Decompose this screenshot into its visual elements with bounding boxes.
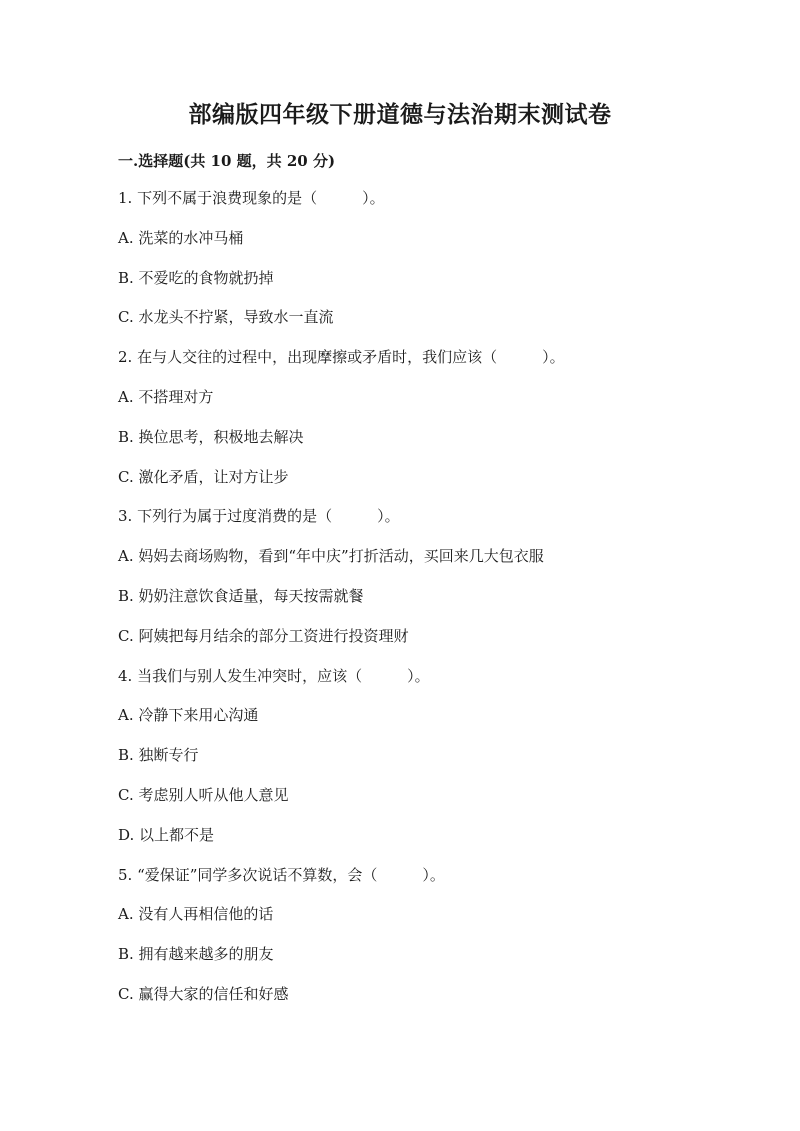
question-1-option-b: B. 不爱吃的食物就扔掉 (118, 268, 274, 287)
question-1-option-a: A. 洗菜的水冲马桶 (118, 228, 244, 247)
question-2-stem: 2. 在与人交往的过程中，出现摩擦或矛盾时，我们应该（ ）。 (118, 348, 565, 367)
question-4-option-a: A. 冷静下来用心沟通 (118, 706, 259, 725)
page-title: 部编版四年级下册道德与法治期末测试卷 (188, 101, 612, 128)
question-2-option-a: A. 不搭理对方 (118, 387, 214, 406)
question-5-option-b: B. 拥有越来越多的朋友 (118, 945, 274, 964)
question-3-stem: 3. 下列行为属于过度消费的是（ ）。 (118, 507, 400, 526)
question-4-option-b: B. 独断专行 (118, 746, 199, 765)
question-4-stem: 4. 当我们与别人发生冲突时，应该（ ）。 (118, 666, 430, 685)
question-5-stem: 5. “爱保证”同学多次说话不算数，会（ ）。 (118, 865, 445, 884)
question-list (118, 183, 718, 1019)
question-3-option-a: A. 妈妈去商场购物，看到“年中庆”打折活动，买回来几大包衣服 (118, 547, 544, 566)
question-5-option-c: C. 赢得大家的信任和好感 (118, 984, 289, 1003)
section-heading: 一.选择题(共 10 题，共 20 分) (118, 152, 336, 170)
question-1-stem: 1. 下列不属于浪费现象的是（ ）。 (118, 189, 385, 207)
question-1-option-c: C. 水龙头不拧紧，导致水一直流 (118, 308, 334, 327)
question-2-option-c: C. 激化矛盾，让对方让步 (118, 467, 289, 486)
question-4-option-c: C. 考虑别人听从他人意见 (118, 785, 289, 804)
question-3-option-c: C. 阿姨把每月结余的部分工资进行投资理财 (118, 626, 409, 645)
question-4-option-d: D. 以上都不是 (118, 825, 215, 844)
question-3-option-b: B. 奶奶注意饮食适量，每天按需就餐 (118, 586, 364, 605)
question-2-option-b: B. 换位思考，积极地去解决 (118, 427, 304, 446)
question-5-option-a: A. 没有人再相信他的话 (118, 905, 274, 924)
